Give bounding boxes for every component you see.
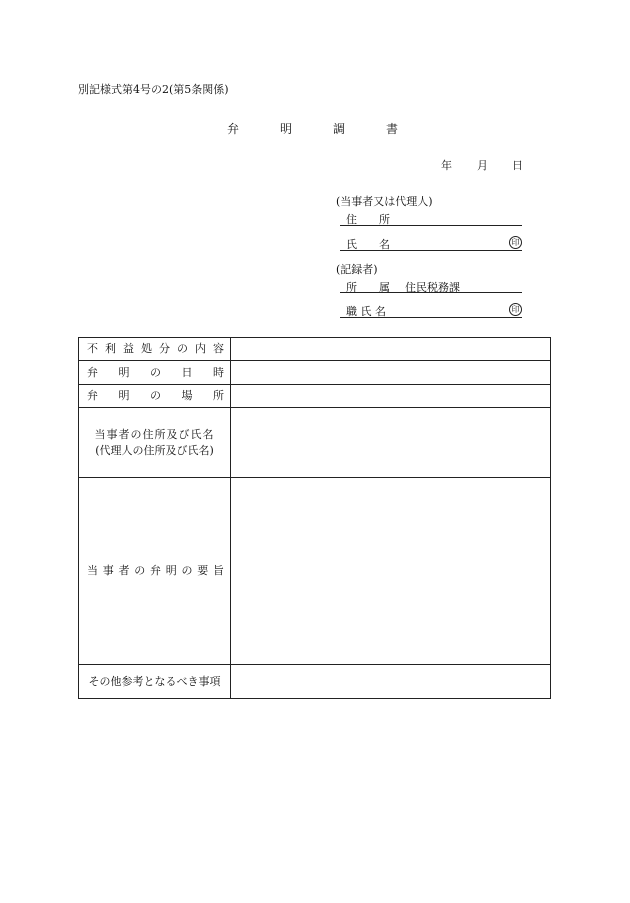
row-label-disadvantage xyxy=(79,338,231,361)
party-name-label: 氏 名 xyxy=(346,238,390,251)
label-char: 所 xyxy=(213,389,224,402)
label-char: の xyxy=(134,564,146,577)
label-char: 内 xyxy=(195,342,206,355)
label-char: 不 xyxy=(87,342,98,355)
row-value-disadvantage[interactable] xyxy=(231,338,551,361)
title-char: 弁 xyxy=(227,122,240,136)
label-char: 場 xyxy=(181,389,193,402)
recorder-name-label: 職 氏 名 xyxy=(346,305,386,318)
label-char: 時 xyxy=(213,365,224,379)
row-label-party-address xyxy=(79,408,231,478)
recorder-name-line[interactable] xyxy=(340,317,522,318)
label-char: 要 xyxy=(197,564,209,577)
label-char: 明 xyxy=(118,365,130,379)
row-label-datetime xyxy=(79,361,231,385)
row-value-statement[interactable] xyxy=(231,478,551,665)
document-title xyxy=(0,120,630,136)
date-day-label: 日 xyxy=(512,159,523,172)
title-char: 書 xyxy=(386,122,399,136)
recorder-dept-value: 住民税務課 xyxy=(405,281,460,294)
title-char: 調 xyxy=(333,122,346,136)
label-char: 分 xyxy=(159,342,170,355)
label-char: の xyxy=(150,365,161,379)
label-line: 当事者の住所及び氏名 xyxy=(94,427,215,441)
row-value-place[interactable] xyxy=(231,385,551,408)
seal-icon: 印 xyxy=(509,236,522,249)
row-value-party-address[interactable] xyxy=(231,408,551,478)
label-line: (代理人の住所及び氏名) xyxy=(95,443,214,457)
label-char: 旨 xyxy=(213,564,224,577)
row-label-other xyxy=(79,665,231,699)
date-year-label: 年 xyxy=(441,159,452,172)
row-label-place xyxy=(79,385,231,408)
form-table xyxy=(78,337,551,699)
party-address-line[interactable] xyxy=(340,225,522,226)
label-char: の xyxy=(181,564,193,577)
label-char: の xyxy=(177,342,188,355)
label-char: 弁 xyxy=(87,389,98,402)
label-char: 明 xyxy=(165,564,177,577)
label-char: 弁 xyxy=(87,365,98,379)
seal-icon: 印 xyxy=(509,303,522,316)
row-value-datetime[interactable] xyxy=(231,361,551,385)
label-char: 処 xyxy=(141,342,152,355)
label-char: 事 xyxy=(102,564,114,577)
recorder-heading: (記録者) xyxy=(336,263,378,276)
date-month-label: 月 xyxy=(477,159,488,172)
recorder-dept-label: 所 属 xyxy=(346,281,390,294)
party-name-line[interactable] xyxy=(340,250,522,251)
table-row xyxy=(79,665,551,699)
label-char: の xyxy=(150,389,161,402)
table-row xyxy=(79,385,551,408)
party-heading: (当事者又は代理人) xyxy=(336,195,433,208)
row-label-statement xyxy=(79,478,231,665)
recorder-dept-line xyxy=(340,292,522,293)
row-value-other[interactable] xyxy=(231,665,551,699)
label-char: 当 xyxy=(87,564,98,577)
label-char: 者 xyxy=(118,564,130,577)
label-char: 容 xyxy=(213,342,224,355)
table-row xyxy=(79,338,551,361)
party-address-label: 住 所 xyxy=(346,213,390,226)
table-row xyxy=(79,408,551,478)
title-char: 明 xyxy=(280,122,293,136)
table-row xyxy=(79,361,551,385)
table-row xyxy=(79,478,551,665)
form-reference: 別記様式第4号の2(第5条関係) xyxy=(78,83,229,96)
label-text: その他参考となるべき事項 xyxy=(88,674,221,688)
label-char: 弁 xyxy=(150,564,161,577)
label-char: 明 xyxy=(118,389,130,402)
label-char: 日 xyxy=(181,365,193,379)
label-char: 利 xyxy=(105,342,116,355)
label-char: 益 xyxy=(123,342,134,355)
